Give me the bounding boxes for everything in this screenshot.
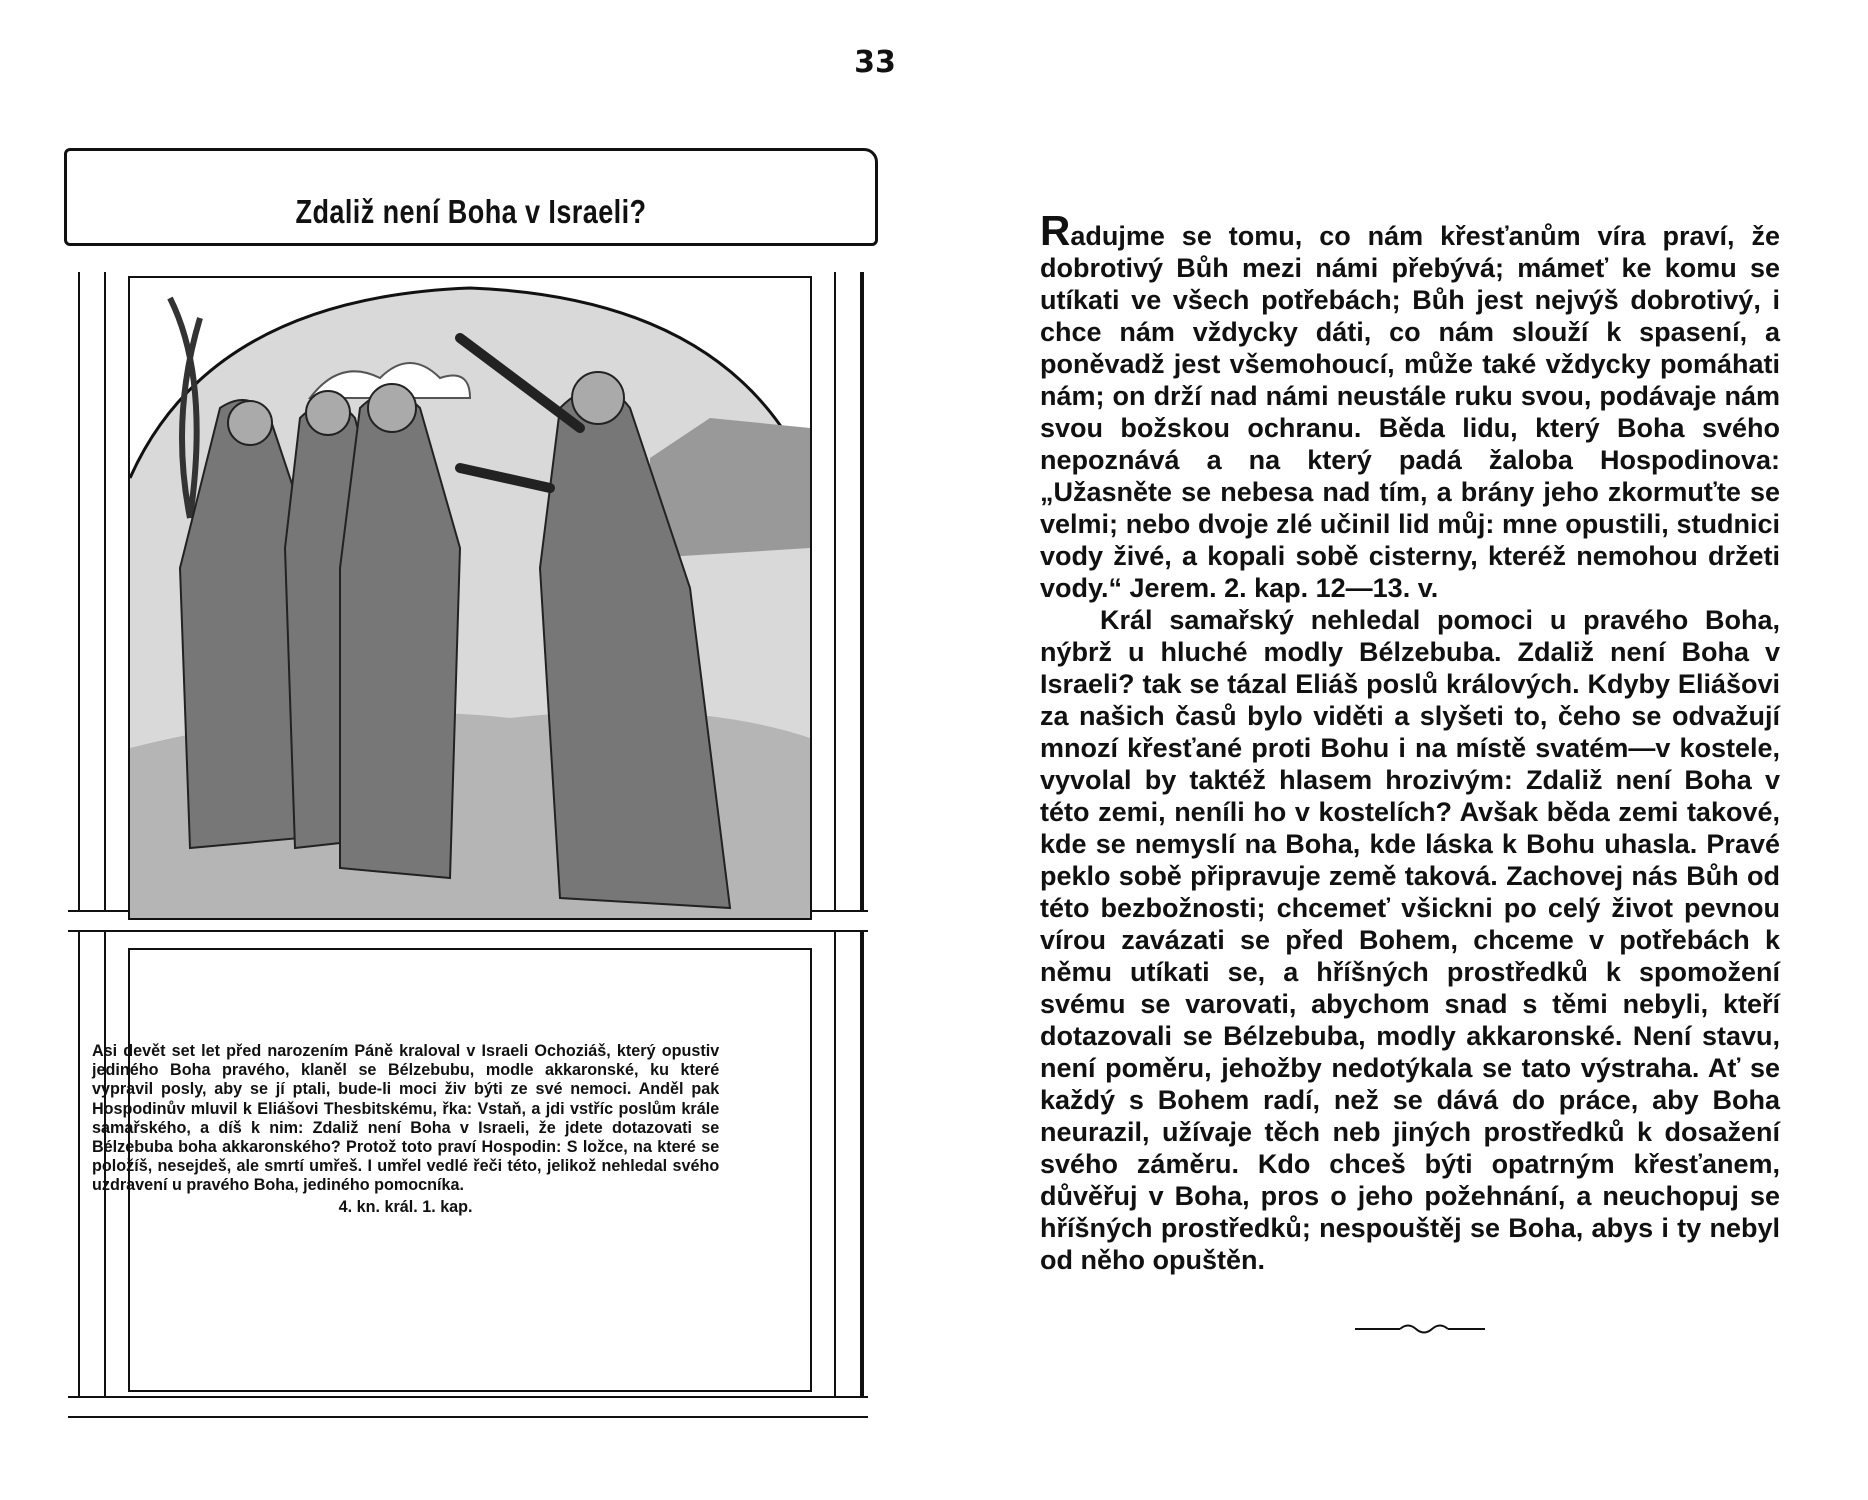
caption-body: Asi devět set let před narozením Páně kraloval v Israeli Ochoziáš, který opustiv jediného Boha pravého, klaněl se Bélzebubu, modle akkaronské, ku které vypravil posly, aby se jí ptali, bude-li moci živ býti ze své nemoci. Anděl pak Hospodinův mluvil k Eliášovi Thesbitskému, řka: Vstaň, a jdi vstříc poslům krále samařského, a díš k nim: Zdaliž není Boha v Israeli, že jdete dotazovati se Bélzebuba boha akkaronského? Protož toto praví Hospodin: S ložce, na které se položíš, nesejdeš, ale smrtí umřeš. I umřel vedlé řeči této, jelikož nehledal svého uzdravení u pravého Boha, jediného pomocníka. [92, 1042, 720, 1195]
engraving-elijah-icon [130, 278, 810, 918]
frame-pillar-right [834, 272, 862, 1412]
illustration-plate [58, 148, 878, 1418]
engraving-illustration [128, 276, 812, 920]
caption-reference: 4. kn. král. 1. kap. [338, 1197, 473, 1216]
paragraph-2: Král samařský nehledal pomoci u pravého Boha, nýbrž u hluché modly Bélzebuba. Zdaliž není Boha v Israeli? tak se tázal Eliáš poslů králových. Kdyby Eliášovi za našich časů bylo viděti a slyšeti to, čeho se odvažují mnozí křesťané proti Bohu i na místě svatém—v kostele, vyvolal by taktéž hlasem hrozivým: Zdaliž není Boha v této zemi, neníli ho v kostelích? Avšak běda zemi takové, kde se nemyslí na Boha, kde láska k Bohu uhasla. Pravé peklo sobě připravuje země taková. Zachovej nás Bůh od této bezbožnosti; chcemeť všickni po celý život pevnou vírou zavázati se před Bohem, chceme v potřebách k němu utíkati se, a hříšných prostředků k spomožení svému se varovati, abychom snad s těmi nebyli, kteří dotazovali se Bélzebuba, modly akkaronské. Není stavu, není poměru, jehožby nedotýkala se tato výstraha. Ať se každý s Bohem radí, než se dává do práce, aby Boha neurazil, užívaje těch neb jiných prostředků k dosažení svého záměru. Kdo chceš býti opatrným křesťanem, důvěřuj v Boha, pros o jeho požehnání, a neuchopuj se hříšných prostředků; nespouštěj se Boha, abys i ty nebyl od něho opuštěn. [1040, 605, 1780, 1275]
frame-base [68, 1396, 868, 1418]
end-ornament-icon [1355, 1322, 1485, 1336]
paragraph-1 [1040, 207, 1780, 604]
drop-cap: R [1040, 207, 1071, 254]
plate-caption [92, 1042, 719, 1217]
main-text [1040, 207, 1780, 1276]
paragraph-1-text: adujme se tomu, co nám křesťanům víra praví, že dobrotivý Bůh mezi námi přebývá; mámeť ke komu se utíkati ve všech potřebách; Bůh jest nejvýš dobrotivý, i chce nám vždycky dáti, co nám slouží k spasení, a poněvadž jest všemohoucí, může také vždycky pomáhati nám; on drží nad námi neustále ruku svou, podávaje nám svou božskou ochranu. Běda lidu, který Boha svého nepoznává a na který padá žaloba Hospodinova: „Užasněte se nebesa nad tím, a brány jeho zkormuťte se velmi; nebo dvoje zlé učinil lid můj: mne opustili, studnici vody živé, a kopali sobě cisterny, kteréž nemohou držeti vody.“ Jerem. 2. kap. 12—13. v. [1040, 221, 1780, 603]
title-scroll-banner [64, 148, 878, 246]
frame-pillar-left [78, 272, 106, 1412]
page-number: 33 [854, 45, 896, 80]
plate-title: Zdaliž není Boha v Israeli? [295, 193, 647, 230]
